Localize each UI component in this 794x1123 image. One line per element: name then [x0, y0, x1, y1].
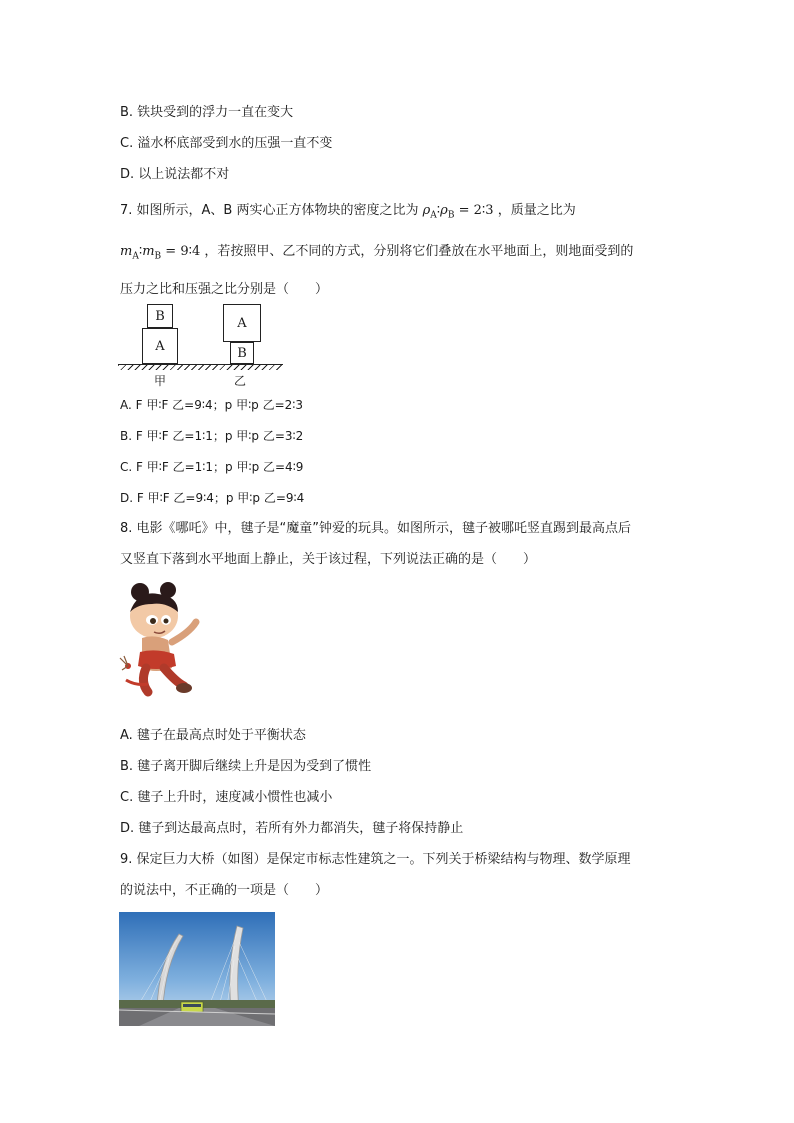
- q6-option-c: C. 溢水杯底部受到水的压强一直不变: [120, 136, 333, 151]
- q7-option-a: A. F 甲∶F 乙=9∶4；p 甲∶p 乙=2∶3: [120, 398, 304, 412]
- nezha-character-image: [118, 582, 208, 704]
- q8-option-b: B. 毽子离开脚后继续上升是因为受到了惯性: [120, 759, 372, 774]
- q7-option-c: C. F 甲∶F 乙=1∶1；p 甲∶p 乙=4∶9: [120, 460, 304, 474]
- q8-option-d: D. 毽子到达最高点时，若所有外力都消失，毽子将保持静止: [120, 821, 464, 836]
- q6-option-b: B. 铁块受到的浮力一直在变大: [120, 105, 294, 120]
- q8-option-c: C. 毽子上升时，速度减小惯性也减小: [120, 790, 333, 805]
- jia-bottom-block: A: [142, 328, 178, 364]
- juli-bridge-photo: [119, 912, 275, 1026]
- q6-option-d: D. 以上说法都不对: [120, 167, 230, 182]
- q8-stem-line2: 又竖直下落到水平地面上静止，关于该过程，下列说法正确的是（ ）: [120, 552, 537, 567]
- q7-stem-line2: $m_A∶m_B$ = 9∶4 ，若按照甲、乙不同的方式，分别将它们叠放在水平地面上，则地面受到的: [120, 244, 634, 262]
- q8-stem-line1: 8. 电影《哪吒》中，毽子是“魔童”钟爱的玩具。如图所示，毽子被哪吒竖直踢到最高点后: [120, 521, 632, 536]
- q7-option-d: D. F 甲∶F 乙=9∶4；p 甲∶p 乙=9∶4: [120, 491, 305, 505]
- ground-hatch: [118, 365, 283, 370]
- q7-mass-ratio: $m_A∶m_B$ = 9∶4: [120, 244, 201, 262]
- q7-stacked-blocks-figure: [118, 300, 283, 390]
- q9-stem-line2: 的说法中，不正确的一项是（ ）: [120, 883, 329, 898]
- q8-option-a: A. 毽子在最高点时处于平衡状态: [120, 728, 306, 743]
- jia-top-block: B: [147, 304, 173, 328]
- yi-label: 乙: [234, 374, 247, 388]
- q7-density-ratio: $\rho_A∶\rho_B$ = 2∶3: [422, 203, 494, 221]
- q7-stem-line1: 7. 如图所示，A、B 两实心正方体物块的密度之比为 $\rho_A∶\rho_B$ = 2∶3 ，质量之比为: [120, 203, 576, 221]
- yi-bottom-block: B: [230, 342, 254, 364]
- jia-label: 甲: [154, 374, 167, 388]
- q7-option-b: B. F 甲∶F 乙=1∶1；p 甲∶p 乙=3∶2: [120, 429, 304, 443]
- q9-stem-line1: 9. 保定巨力大桥（如图）是保定市标志性建筑之一。下列关于桥梁结构与物理、数学原理: [120, 852, 631, 867]
- yi-top-block: A: [223, 304, 261, 342]
- q7-stem-line3: 压力之比和压强之比分别是（ ）: [120, 282, 329, 297]
